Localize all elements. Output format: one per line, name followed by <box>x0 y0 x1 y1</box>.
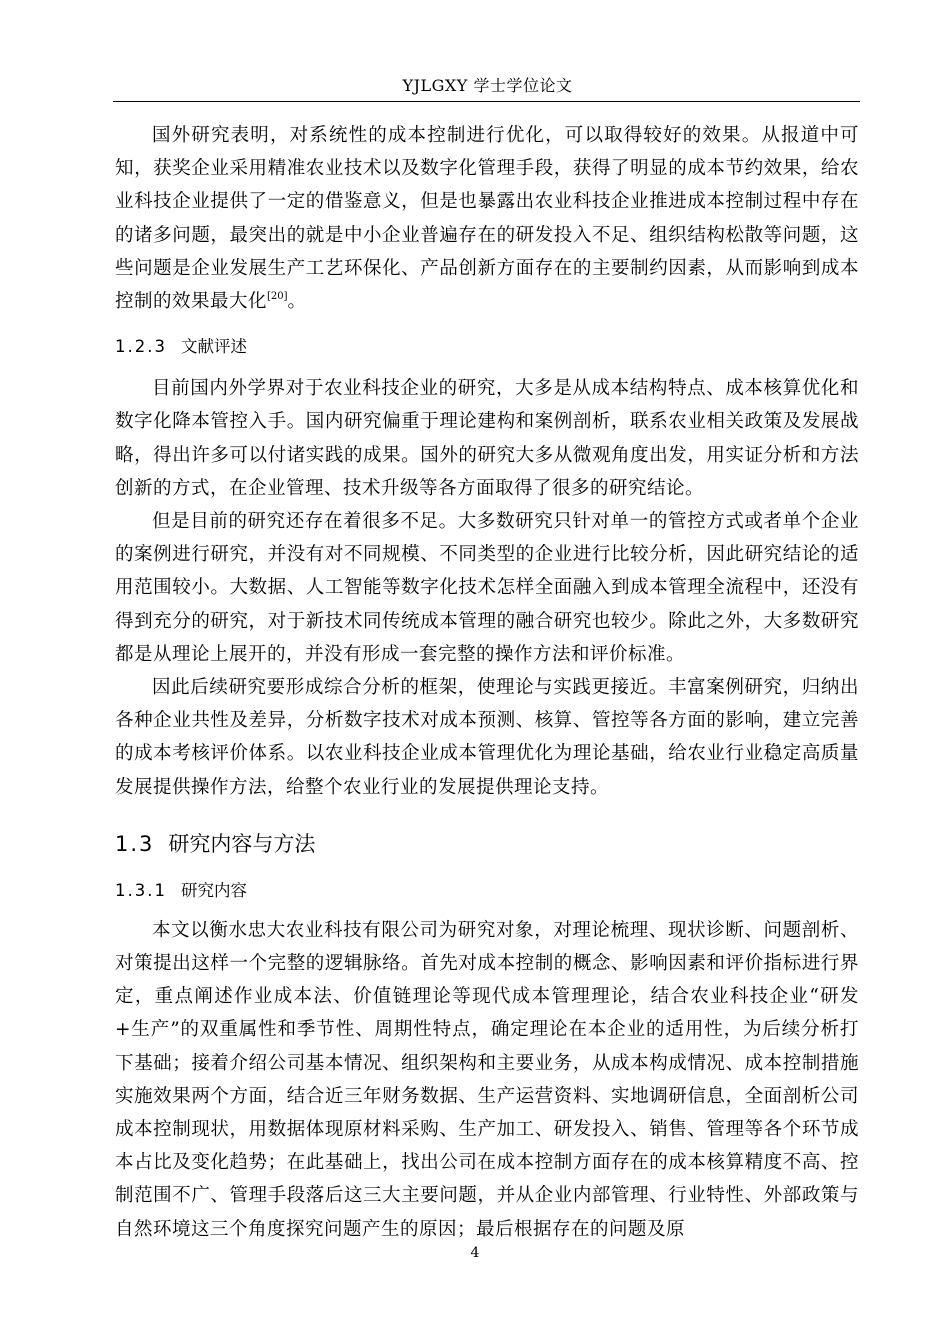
heading-title: 研究内容 <box>180 880 247 900</box>
paragraph-text: 国外研究表明，对系统性的成本控制进行优化，可以取得较好的效果。从报道中可知，获奖企业采用精准农业技术以及数字化管理手段，获得了明显的成本节约效果，给农业科技企业提供了一定的借鉴意义，但是也暴露出农业科技企业推进成本控制过程中存在的诸多问题，最突出的就是中小企业普遍存在的研发投入不足、组织结构松散等问题，这些问题是企业发展生产工艺环保化、产品创新方面存在的主要制约因素，从而影响到成本控制的效果最大化 <box>115 125 859 313</box>
page-number: 4 <box>470 1245 480 1261</box>
heading-1-3 <box>115 830 859 858</box>
heading-number: 1.3 <box>115 831 155 856</box>
heading-number: 1.3.1 <box>115 880 167 900</box>
header-rule <box>113 101 860 102</box>
heading-1-2-3 <box>115 336 859 358</box>
body-text <box>115 119 859 1246</box>
paragraph-shortcomings: 但是目前的研究还存在着很多不足。大多数研究只针对单一的管控方式或者单个企业的案例进行研究，并没有对不同规模、不同类型的企业进行比较分析，因此研究结论的适用范围较小。大数据、人工智能等数字化技术怎样全面融入到成本管理全流程中，还没有得到充分的研究，对于新技术同传统成本管理的融合研究也较少。除此之外，大多数研究都是从理论上展开的，并没有形成一套完整的操作方法和评价标准。 <box>115 511 859 665</box>
running-header: YJLGXY 学士学位论文 <box>402 76 573 95</box>
heading-title: 研究内容与方法 <box>168 831 316 856</box>
citation-ref: [20] <box>267 291 288 303</box>
heading-1-3-1 <box>115 880 859 902</box>
paragraph-foreign-research <box>115 119 859 318</box>
heading-number: 1.2.3 <box>115 337 167 357</box>
paragraph-end: 。 <box>287 291 307 313</box>
paragraph-research-content: 本文以衡水忠大农业科技有限公司为研究对象，对理论梳理、现状诊断、问题剖析、对策提出这样一个完整的逻辑脉络。首先对成本控制的概念、影响因素和评价指标进行界定，重点阐述作业成本法、价值链理论等现代成本管理理论，结合农业科技企业“研发+生产”的双重属性和季节性、周期性特点，确定理论在本企业的适用性，为后续分析打下基础；接着介绍公司基本情况、组织架构和主要业务，从成本构成情况、成本控制措施实施效果两个方面，结合近三年财务数据、生产运营资料、实地调研信息，全面剖析公司成本控制现状，用数据体现原材料采购、生产加工、研发投入、销售、管理等各个环节成本占比及变化趋势；在此基础上，找出公司在成本控制方面存在的成本核算精度不高、控制范围不广、管理手段落后这三大主要问题，并从企业内部管理、行业特性、外部政策与自然环境这三个角度探究问题产生的原因；最后根据存在的问题及原 <box>115 919 859 1240</box>
heading-title: 文献评述 <box>180 337 247 357</box>
paragraph-future-research: 因此后续研究要形成综合分析的框架，使理论与实践更接近。丰富案例研究，归纳出各种企业共性及差异，分析数字技术对成本预测、核算、管控等各方面的影响，建立完善的成本考核评价体系。以农业科技企业成本管理优化为理论基础，给农业行业稳定高质量发展提供操作方法，给整个农业行业的发展提供理论支持。 <box>115 677 859 798</box>
paragraph-literature-review: 目前国内外学界对于农业科技企业的研究，大多是从成本结构特点、成本核算优化和数字化降本管控入手。国内研究偏重于理论建构和案例剖析，联系农业相关政策及发展战略，得出许多可以付诸实践的成果。国外的研究大多从微观角度出发，用实证分析和方法创新的方式，在企业管理、技术升级等各方面取得了很多的研究结论。 <box>115 378 859 499</box>
